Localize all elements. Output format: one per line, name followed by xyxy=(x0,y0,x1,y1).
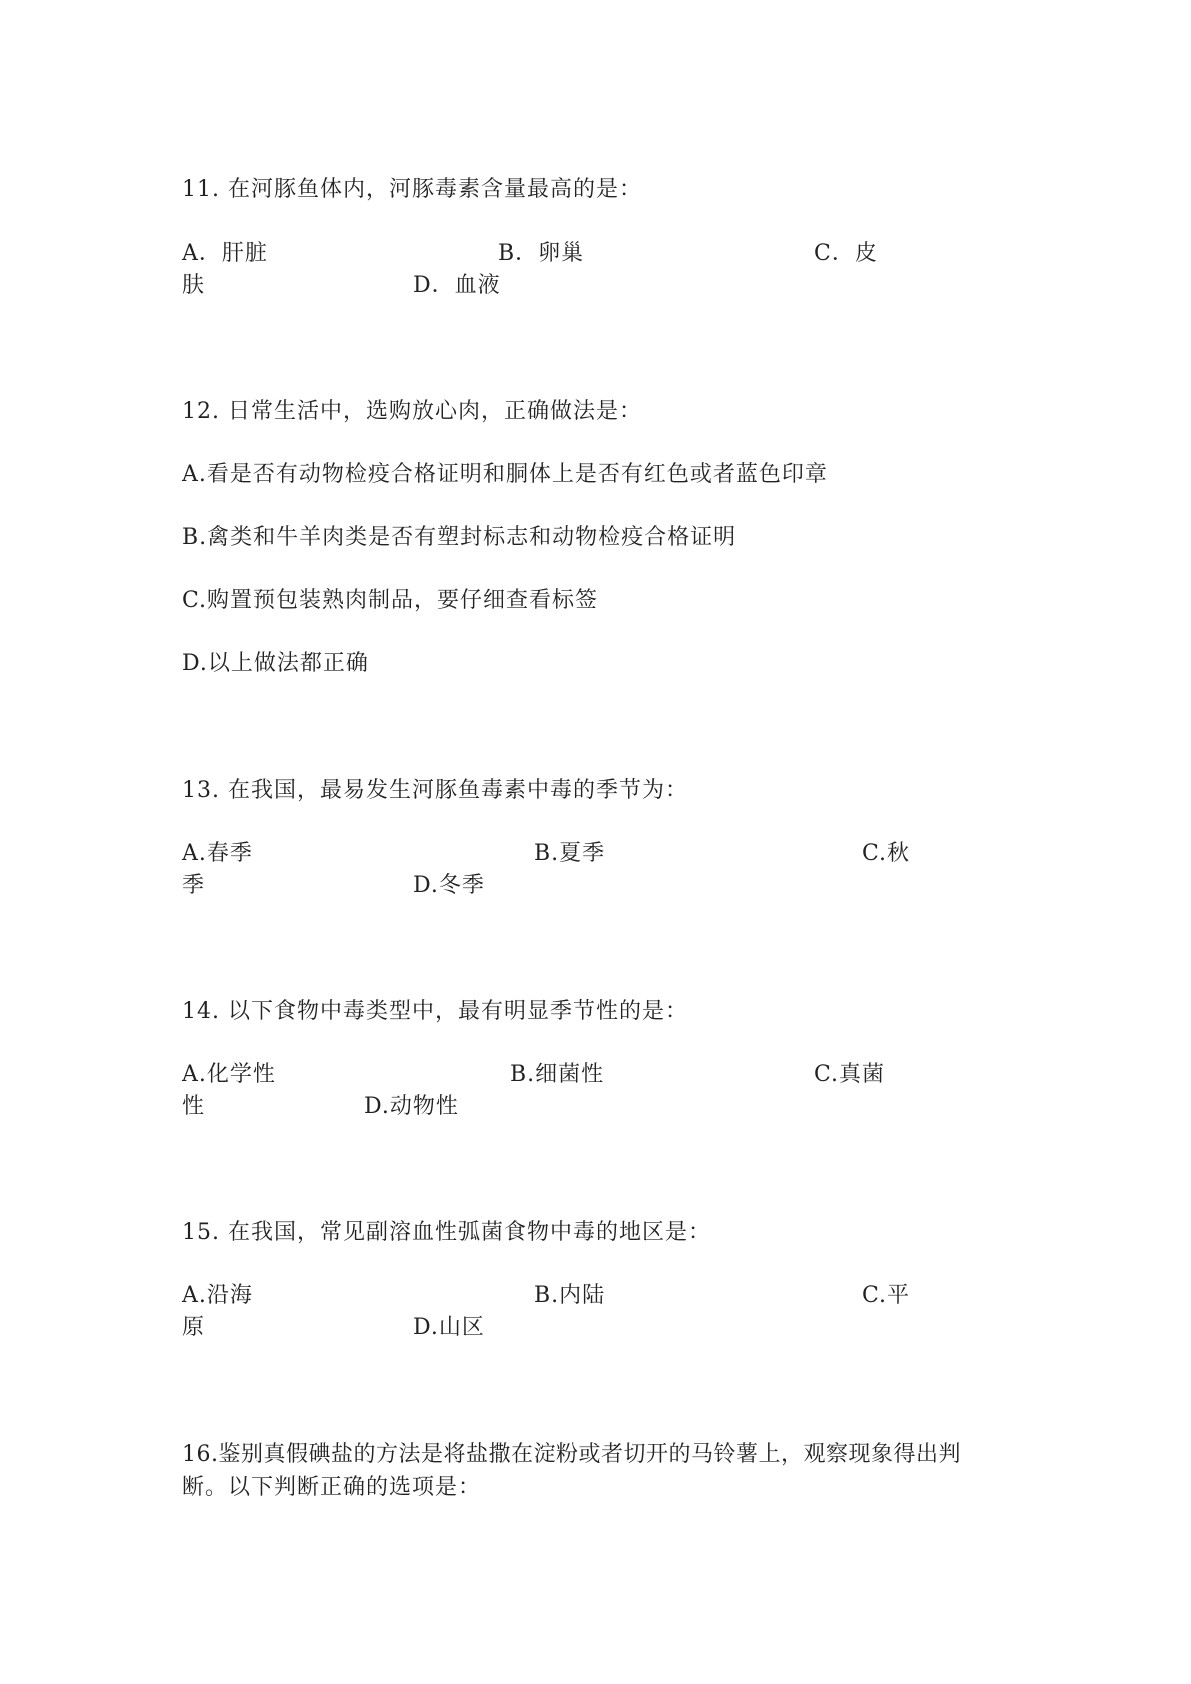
question-15-stem: 15. 在我国，常见副溶血性弧菌食物中毒的地区是： xyxy=(182,1220,711,1245)
question-11-option-c: C．皮 xyxy=(814,241,878,266)
question-13-option-a: A.春季 xyxy=(182,841,253,866)
question-11-stem: 11. 在河豚鱼体内，河豚毒素含量最高的是： xyxy=(182,177,642,202)
question-12-stem: 12. 日常生活中，选购放心肉，正确做法是： xyxy=(182,399,642,424)
question-15-option-c: C.平 xyxy=(862,1283,911,1308)
question-16-stem-line-2: 断。以下判断正确的选项是： xyxy=(182,1475,482,1500)
question-13-option-b: B.夏季 xyxy=(534,841,606,866)
question-12-option-b: B.禽类和牛羊肉类是否有塑封标志和动物检疫合格证明 xyxy=(182,525,737,550)
question-12-option-d: D.以上做法都正确 xyxy=(182,651,369,676)
question-15-option-c-continued: 原 xyxy=(182,1315,206,1340)
question-14-option-c: C.真菌 xyxy=(814,1062,886,1087)
question-12-option-c: C.购置预包装熟肉制品，要仔细查看标签 xyxy=(182,588,599,613)
question-14-stem: 14. 以下食物中毒类型中，最有明显季节性的是： xyxy=(182,999,688,1024)
question-15-option-a: A.沿海 xyxy=(182,1283,253,1308)
question-11-option-c-continued: 肤 xyxy=(182,273,206,298)
question-11-option-a: A．肝脏 xyxy=(182,241,268,266)
question-14-option-b: B.细菌性 xyxy=(510,1062,605,1087)
question-12-option-a: A.看是否有动物检疫合格证明和胴体上是否有红色或者蓝色印章 xyxy=(182,462,828,487)
question-13-option-c-continued: 季 xyxy=(182,873,206,898)
question-13-stem: 13. 在我国，最易发生河豚鱼毒素中毒的季节为： xyxy=(182,778,688,803)
question-14-option-c-continued: 性 xyxy=(182,1094,206,1119)
question-14-option-d: D.动物性 xyxy=(364,1094,459,1119)
question-11-option-b: B．卵巢 xyxy=(498,241,585,266)
question-14-option-a: A.化学性 xyxy=(182,1062,276,1087)
question-11-option-d: D．血液 xyxy=(413,273,501,298)
question-16-stem-line-1: 16.鉴别真假碘盐的方法是将盐撒在淀粉或者切开的马铃薯上，观察现象得出判 xyxy=(182,1442,961,1467)
question-15-option-b: B.内陆 xyxy=(534,1283,606,1308)
question-13-option-c: C.秋 xyxy=(862,841,911,866)
question-13-option-d: D.冬季 xyxy=(413,873,485,898)
question-15-option-d: D.山区 xyxy=(413,1315,485,1340)
